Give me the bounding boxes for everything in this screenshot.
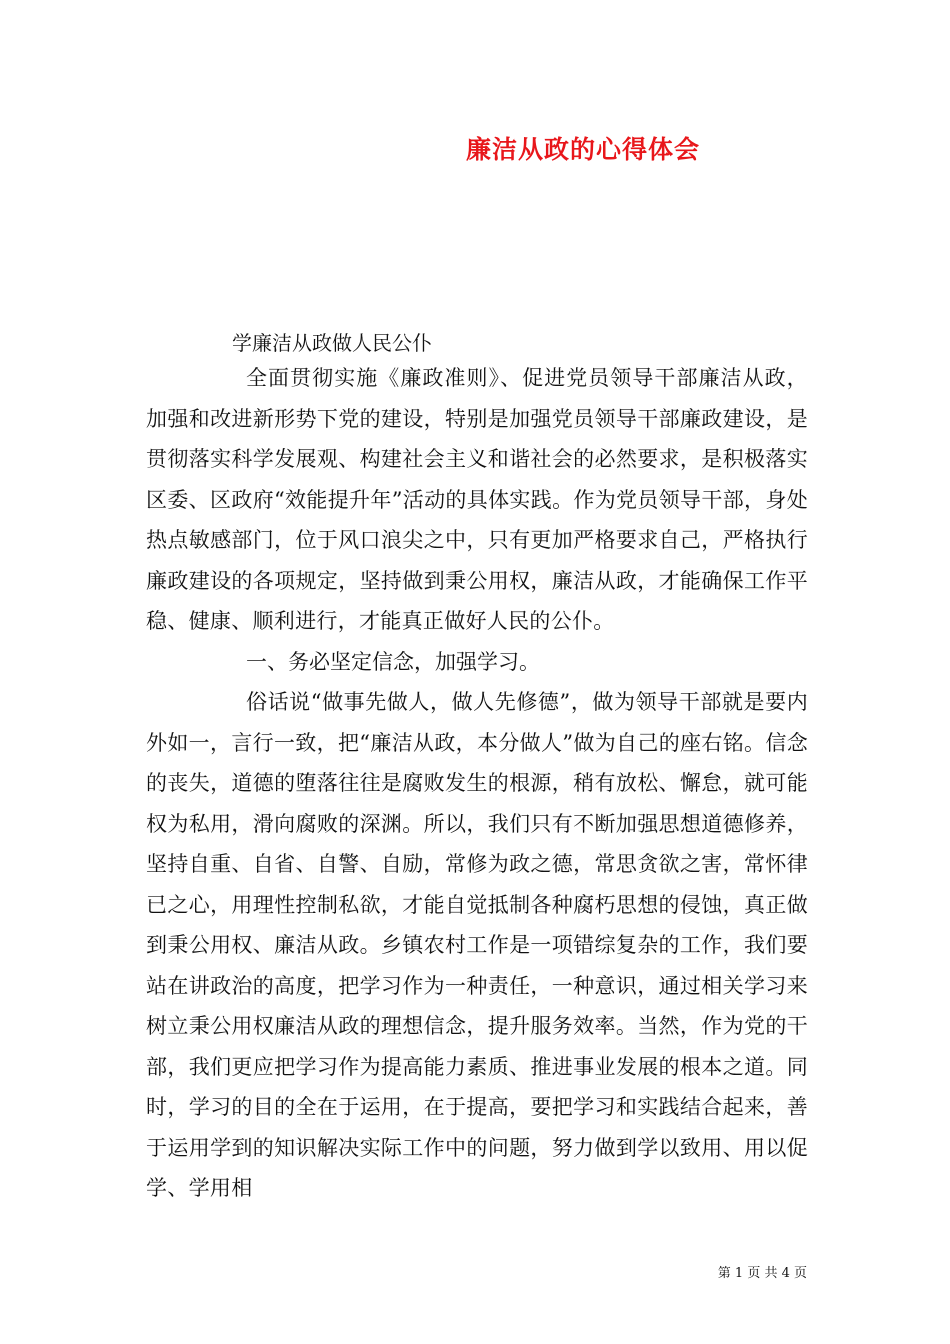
page-number-footer: 第 1 页 共 4 页 bbox=[717, 1266, 807, 1281]
body-paragraph: 全面贯彻实施《廉政准则》、促进党员领导干部廉洁从政，加强和改进新形势下党的建设，特别是加强党员领导干部廉政建设，是贯彻落实科学发展观、构建社会主义和谐社会的必然要求，是积极落实区委、区政府“效能提升年”活动的具体实践。作为党员领导干部，身处热点敏感部门，位于风口浪尖之中，只有更加严格要求自己，严格执行廉政建设的各项规定，坚持做到秉公用权，廉洁从政，才能确保工作平稳、健康、顺利进行，才能真正做好人民的公仆。 bbox=[146, 366, 808, 633]
document-body bbox=[146, 358, 808, 1209]
document-subtitle: 学廉洁从政做人民公仆 bbox=[232, 331, 432, 355]
section-heading: 一、务必坚定信念，加强学习。 bbox=[246, 649, 540, 674]
body-paragraph: 俗话说“做事先做人，做人先修德”，做为领导干部就是要内外如一，言行一致，把“廉洁从政，本分做人”做为自己的座右铭。信念的丧失，道德的堕落往往是腐败发生的根源，稍有放松、懈怠，就可能权为私用，滑向腐败的深渊。所以，我们只有不断加强思想道德修养，坚持自重、自省、自警、自励，常修为政之德，常思贪欲之害，常怀律已之心，用理性控制私欲，才能自觉抵制各种腐朽思想的侵蚀，真正做到秉公用权、廉洁从政。乡镇农村工作是一项错综复杂的工作，我们要站在讲政治的高度，把学习作为一种责任，一种意识，通过相关学习来树立秉公用权廉洁从政的理想信念，提升服务效率。当然，作为党的干部，我们更应把学习作为提高能力素质、推进事业发展的根本之道。同时，学习的目的全在于运用，在于提高，要把学习和实践结合起来，善于运用学到的知识解决实际工作中的问题，努力做到学以致用、用以促学、学用相 bbox=[146, 690, 808, 1200]
document-title: 廉洁从政的心得体会 bbox=[465, 135, 700, 164]
